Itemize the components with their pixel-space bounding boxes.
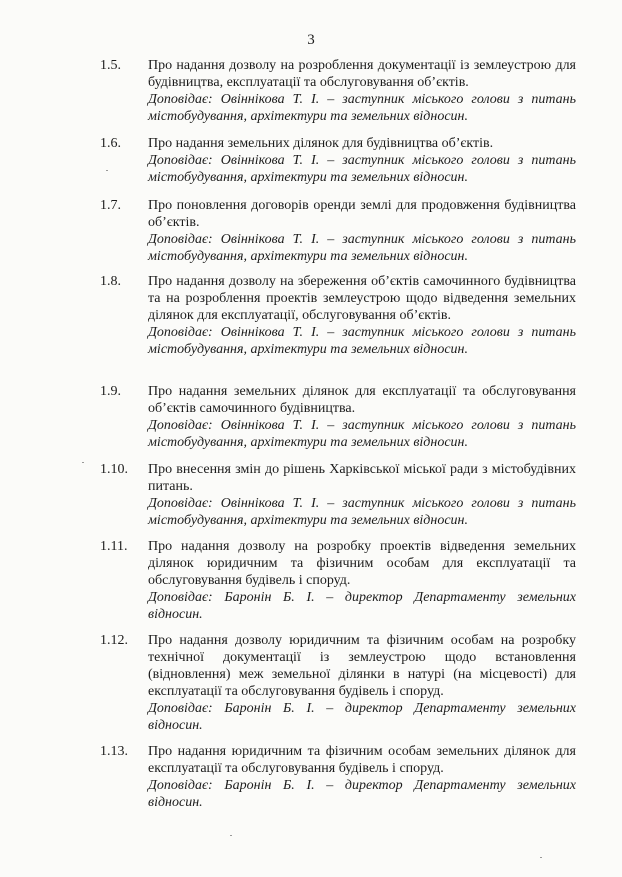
item-content (148, 383, 576, 451)
item-content (148, 135, 576, 186)
item-number: 1.11. (100, 539, 128, 554)
item-speaker: Доповідає: Овіннікова Т. І. – заступник міського голови з питань містобудування, архітектури та земельних відносин. (148, 325, 576, 357)
item-speaker: Доповідає: Овіннікова Т. І. – заступник міського голови з питань містобудування, архітектури та земельних відносин. (148, 418, 576, 450)
item-speaker: Доповідає: Овіннікова Т. І. – заступник міського голови з питань містобудування, архітектури та земельних відносин. (148, 496, 576, 528)
item-number: 1.9. (100, 384, 121, 399)
item-number: 1.7. (100, 198, 121, 213)
item-title: Про надання дозволу юридичним та фізичним особам на розробку технічної документації із землеустрою щодо встановлення (відновлення) меж земельної ділянки в натурі (на місцевості) для експлуатації та обслуговування будівель і споруд. (148, 633, 576, 699)
scan-speck (540, 857, 542, 858)
item-title: Про надання юридичним та фізичним особам земельних ділянок для експлуатації та обслуговування будівель і споруд. (148, 744, 576, 776)
scan-speck (82, 462, 84, 463)
item-title: Про внесення змін до рішень Харківської міської ради з містобудівних питань. (148, 462, 576, 494)
item-number: 1.12. (100, 633, 128, 648)
item-number: 1.10. (100, 462, 128, 477)
item-content (148, 743, 576, 811)
item-title: Про надання дозволу на розробку проектів відведення земельних ділянок юридичним та фізичним особам для експлуатації та обслуговування будівель і споруд. (148, 539, 576, 588)
item-content (148, 197, 576, 265)
item-content (148, 632, 576, 734)
item-content (148, 461, 576, 529)
item-number: 1.6. (100, 136, 121, 151)
item-speaker: Доповідає: Овіннікова Т. І. – заступник міського голови з питань містобудування, архітектури та земельних відносин. (148, 232, 576, 264)
item-number: 1.5. (100, 58, 121, 73)
item-content (148, 57, 576, 125)
item-title: Про надання дозволу на розроблення документації із землеустрою для будівництва, експлуатації та обслуговування об’єктів. (148, 58, 576, 90)
scan-speck (230, 835, 232, 836)
page-number: 3 (307, 32, 315, 48)
item-speaker: Доповідає: Баронін Б. І. – директор Департаменту земельних відносин. (148, 778, 576, 810)
item-title: Про надання земельних ділянок для будівництва об’єктів. (148, 136, 494, 151)
item-speaker: Доповідає: Овіннікова Т. І. – заступник міського голови з питань містобудування, архітектури та земельних відносин. (148, 92, 576, 124)
scan-speck (106, 170, 108, 171)
item-title: Про надання дозволу на збереження об’єктів самочинного будівництва та на розроблення проектів землеустрою щодо відведення земельних ділянок для експлуатації, обслуговування об’єктів. (148, 274, 576, 323)
item-speaker: Доповідає: Баронін Б. І. – директор Департаменту земельних відносин. (148, 701, 576, 733)
item-number: 1.13. (100, 744, 128, 759)
item-speaker: Доповідає: Овіннікова Т. І. – заступник міського голови з питань містобудування, архітектури та земельних відносин. (148, 153, 576, 185)
item-content (148, 273, 576, 358)
item-content (148, 538, 576, 623)
item-number: 1.8. (100, 274, 121, 289)
item-title: Про поновлення договорів оренди землі для продовження будівництва об’єктів. (148, 198, 576, 230)
item-title: Про надання земельних ділянок для експлуатації та обслуговування об’єктів самочинного будівництва. (148, 384, 576, 416)
item-speaker: Доповідає: Баронін Б. І. – директор Департаменту земельних відносин. (148, 590, 576, 622)
